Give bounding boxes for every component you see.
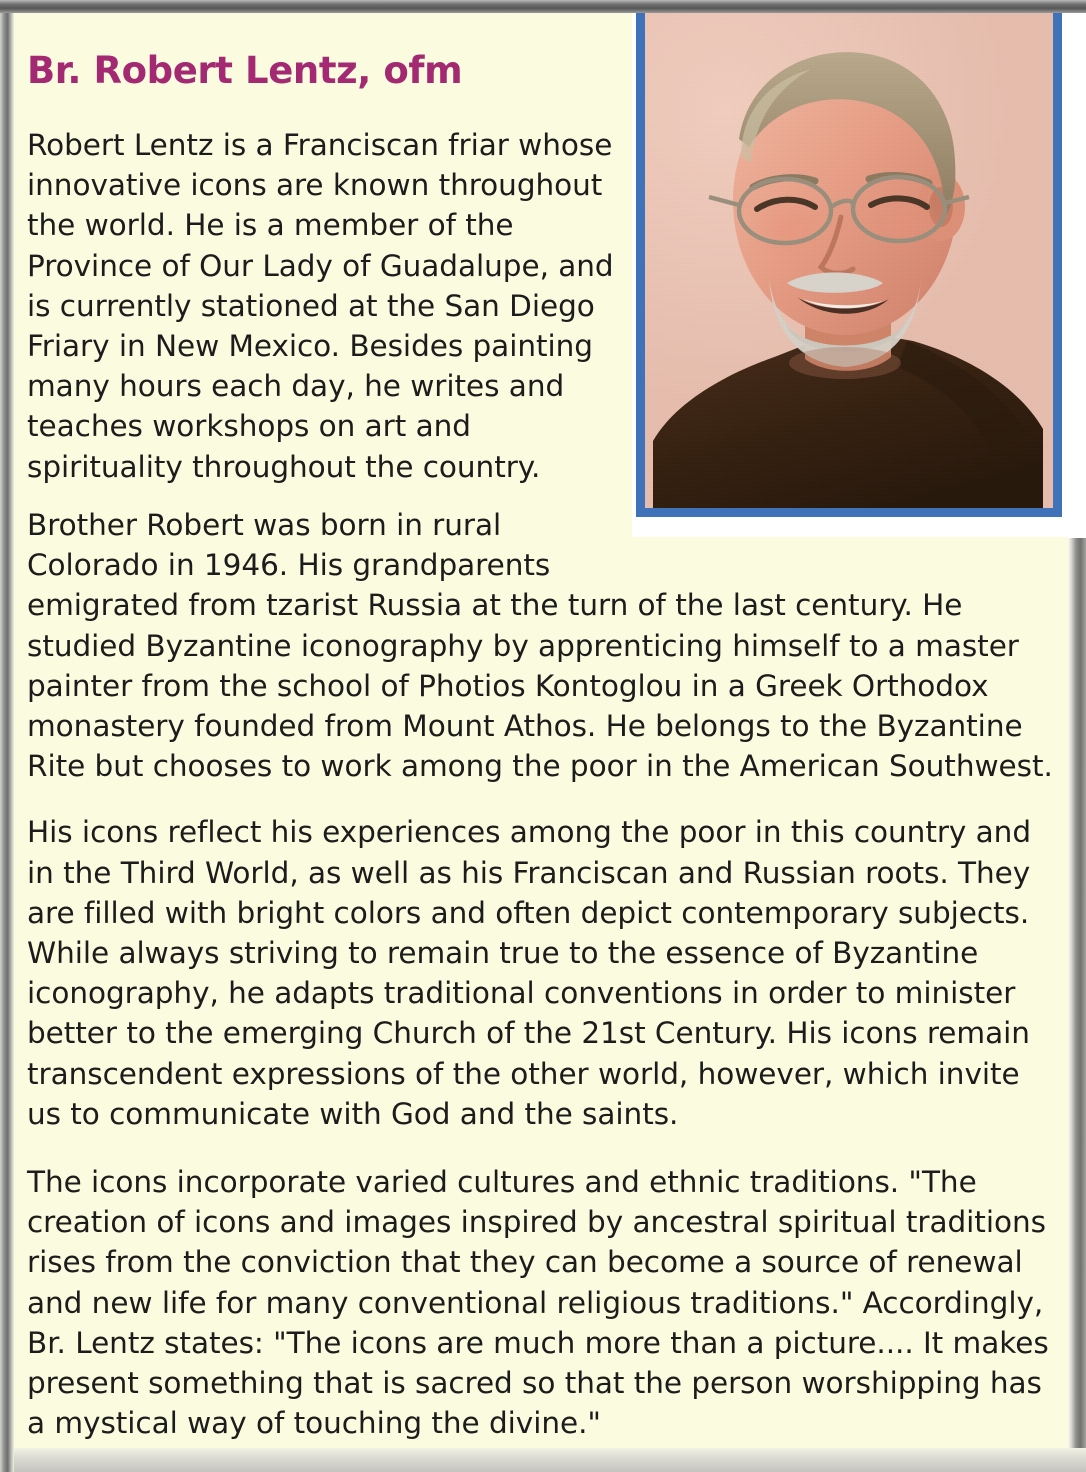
paragraph-2-text: Brother Robert was born in rural Colorado in 1946. His grandparents emigrated from tzarist Russia at the turn of the last century. He studied Byzantine iconography by apprenticing himself to a master painter from the school of Photios Kontoglou in a Greek Orthodox monastery founded from Mount Athos. He belongs to the Byzantine Rite but chooses to work among the poor in the American Southwest. — [27, 508, 1053, 784]
body-text-column — [27, 505, 1053, 1471]
paragraph-4: The icons incorporate varied cultures and ethnic traditions. "The creation of icons and images inspired by ancestral spiritual traditions rises from the conviction that they can become a source of renewal and new life for many conventional religious traditions." Accordingly, Br. Lentz states: "The icons are much more than a picture.... It makes present something that is sacred so that the person worshipping has a mystical way of touching the divine." — [27, 1165, 1049, 1441]
scan-edge-top — [0, 0, 1086, 13]
scan-margin-right-top — [1068, 0, 1086, 538]
paragraph-1: Robert Lentz is a Franciscan friar whose innovative icons are known throughout the world. He is a member of the Province of Our Lady of Guadalupe, and is currently stationed at the San Diego Friary in New Mexico. Besides painting many hours each day, he writes and teaches workshops on art and spirituality throughout the country. — [27, 128, 614, 484]
photo-text-wrap-spacer — [621, 505, 1053, 553]
page-title: Br. Robert Lentz, ofm — [27, 48, 463, 92]
intro-text-column — [27, 125, 627, 487]
paragraph-3: His icons reflect his experiences among the poor in this country and in the Third World, as well as his Franciscan and Russian roots. They are filled with bright colors and often depict contemporary subjects. While always striving to remain true to the essence of Byzantine iconography, he adapts traditional conventions in order to minister better to the emerging Church of the 21st Century. His icons remain transcendent expressions of the other world, however, which invite us to communicate with God and the saints. — [27, 815, 1031, 1131]
photo-film-grain — [645, 11, 1053, 508]
paragraph-2 — [27, 505, 1053, 786]
scan-edge-left — [0, 0, 14, 1472]
portrait-photo-image — [645, 11, 1053, 508]
scan-edge-right — [1068, 538, 1086, 1472]
scan-edge-bottom — [0, 1448, 1086, 1472]
portrait-photo — [636, 2, 1062, 517]
